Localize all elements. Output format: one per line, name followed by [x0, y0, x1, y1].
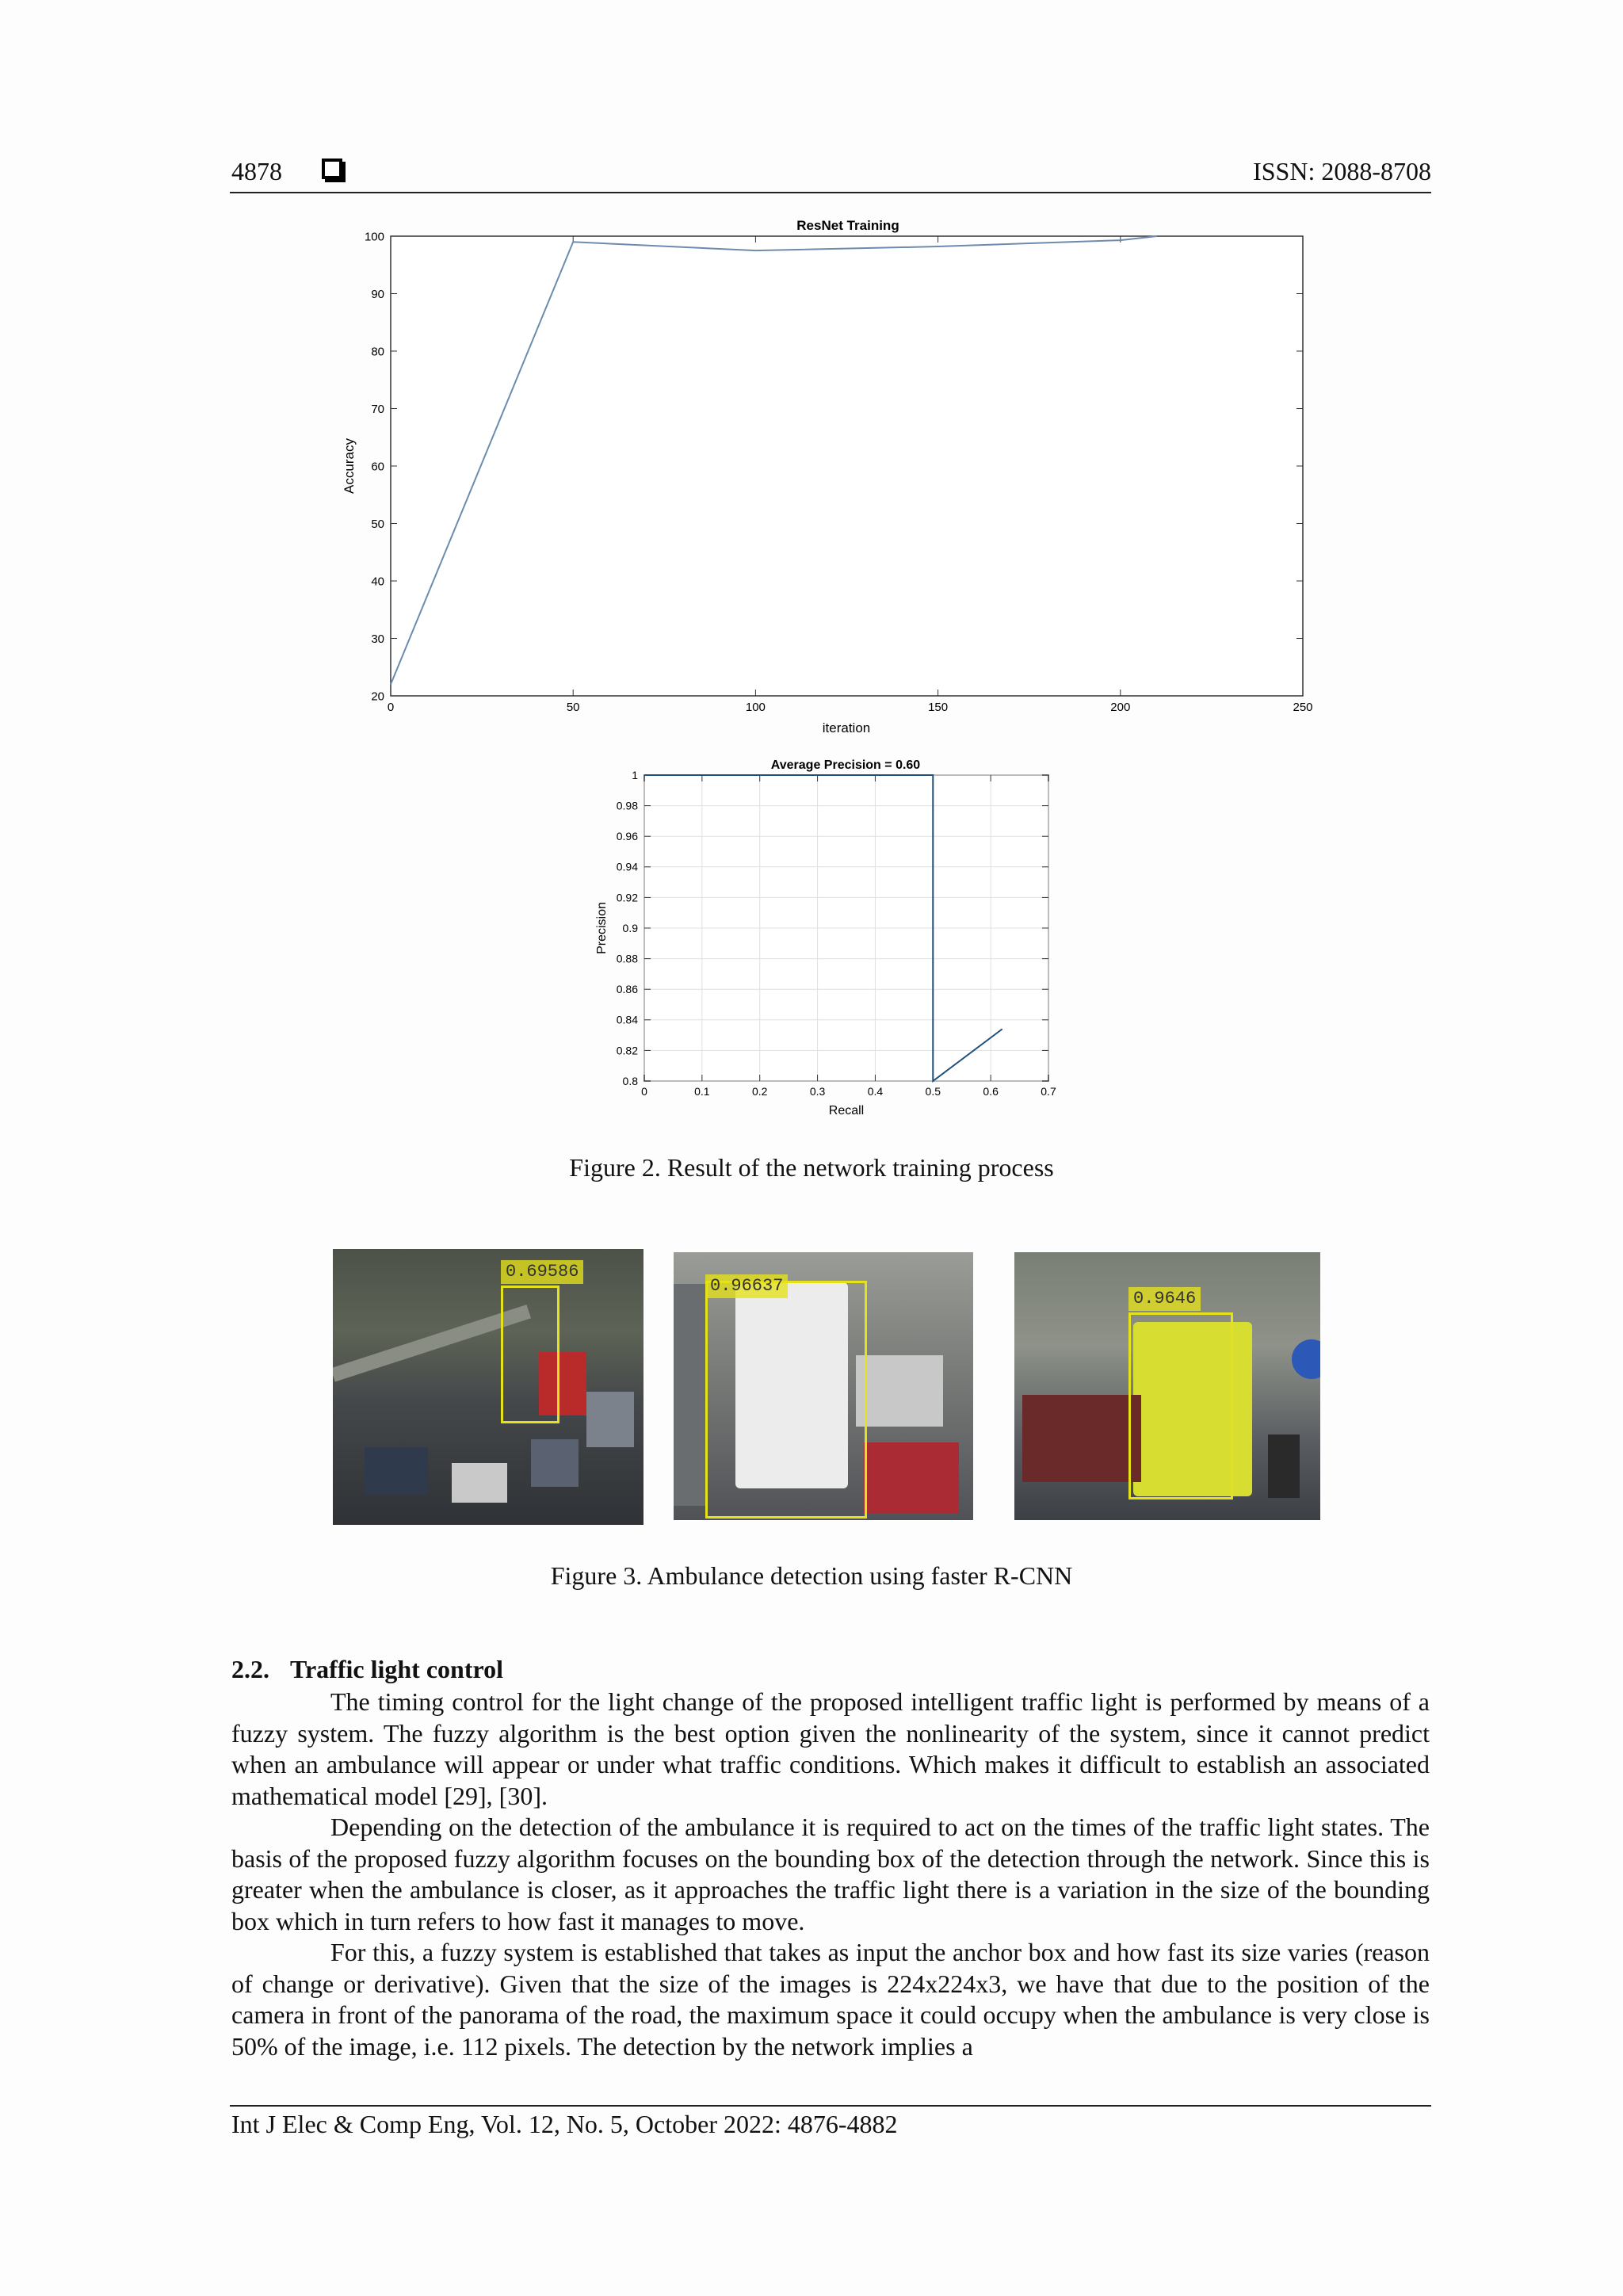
- y-tick-label: 0.86: [616, 983, 638, 996]
- chart-title: ResNet Training: [796, 218, 899, 233]
- x-tick-label: 0.6: [983, 1085, 999, 1098]
- plot-frame: [391, 236, 1303, 696]
- x-axis-label: Recall: [828, 1104, 865, 1117]
- y-tick-label: 100: [364, 230, 384, 244]
- y-tick-label: 30: [371, 632, 384, 646]
- precision-recall-chart: [586, 750, 1078, 1122]
- x-tick-label: 0.4: [867, 1085, 884, 1098]
- vehicle: [531, 1439, 579, 1487]
- y-tick-label: 0.8: [622, 1074, 638, 1087]
- x-tick-label: 200: [1110, 701, 1131, 714]
- y-tick-label: 0.88: [616, 952, 638, 965]
- x-tick-label: 150: [928, 701, 949, 714]
- x-tick-label: 0: [641, 1085, 647, 1098]
- x-tick-label: 0: [387, 701, 395, 714]
- issn: ISSN: 2088-8708: [1253, 157, 1431, 185]
- detection-photo-1: [333, 1249, 643, 1525]
- chart-title: Average Precision = 0.60: [770, 758, 921, 772]
- vehicle: [1022, 1395, 1141, 1482]
- vehicle: [365, 1447, 428, 1495]
- confidence-label: 0.9646: [1128, 1287, 1201, 1311]
- section-heading: [231, 1655, 503, 1684]
- y-tick-label: 0.82: [616, 1044, 638, 1057]
- vehicle: [674, 1284, 705, 1506]
- x-tick-label: 250: [1293, 701, 1313, 714]
- y-tick-label: 70: [371, 402, 384, 416]
- detection-box: [501, 1286, 559, 1423]
- x-tick-label: 0.2: [751, 1085, 768, 1098]
- section-title: Traffic light control: [290, 1655, 503, 1683]
- y-tick-label: 0.9: [622, 921, 638, 934]
- x-tick-label: 0.5: [925, 1085, 941, 1098]
- y-tick-label: 0.98: [616, 799, 638, 812]
- header-rule: [230, 192, 1431, 193]
- page-number: 4878: [231, 157, 282, 185]
- y-tick-label: 0.96: [616, 830, 638, 843]
- vehicle: [586, 1392, 634, 1447]
- vehicle: [452, 1463, 507, 1503]
- vehicle: [1268, 1435, 1300, 1498]
- confidence-label: 0.96637: [705, 1274, 788, 1298]
- x-axis-label: iteration: [822, 720, 871, 735]
- detection-box: [705, 1281, 867, 1519]
- detection-photo-2: [674, 1252, 973, 1520]
- checkbox-icon: [322, 159, 342, 179]
- y-tick-label: 0.94: [616, 860, 638, 873]
- figure-2-caption: Figure 2. Result of the network training process: [569, 1153, 1054, 1182]
- x-tick-label: 50: [566, 701, 580, 714]
- road-sign: [1292, 1339, 1320, 1379]
- y-tick-label: 0.84: [616, 1013, 638, 1026]
- y-axis-label: Precision: [595, 902, 609, 954]
- y-tick-label: 80: [371, 345, 384, 359]
- confidence-label: 0.69586: [501, 1260, 583, 1284]
- x-tick-label: 0.1: [694, 1085, 710, 1098]
- y-tick-label: 0.92: [616, 891, 638, 904]
- y-axis-label: Accuracy: [342, 438, 357, 494]
- x-tick-label: 0.3: [809, 1085, 826, 1098]
- footer-rule: [230, 2105, 1431, 2107]
- footer-citation: Int J Elec & Comp Eng, Vol. 12, No. 5, October 2022: 4876-4882: [231, 2110, 898, 2138]
- x-tick-label: 100: [745, 701, 766, 714]
- paragraph: For this, a fuzzy system is established that takes as input the anchor box and how fast its size varies (reason of change or derivative). Given that the size of the images is 224x224x3, we have that due to the position of the camera in front of the panorama of the road, the maximum space it could occupy when the ambulance is very close is 50% of the image, i.e. 112 pixels. The detection by the network implies a: [231, 1938, 1430, 2061]
- paragraph: The timing control for the light change of the proposed intelligent traffic light is performed by means of a fuzzy system. The fuzzy algorithm is the best option given the nonlinearity of the system, since it cannot predict when an ambulance will appear or under what traffic conditions. Which makes it difficult to establish an associated mathematical model [29], [30].: [231, 1687, 1430, 1810]
- vehicle: [864, 1442, 959, 1514]
- detection-box: [1128, 1312, 1233, 1499]
- section-number: 2.2.: [231, 1655, 269, 1683]
- vehicle: [856, 1355, 943, 1427]
- y-tick-label: 20: [371, 690, 384, 704]
- paragraph: Depending on the detection of the ambulance it is required to act on the times of the traffic light states. The basis of the proposed fuzzy algorithm focuses on the bounding box of the detection through the network. Since this is greater when the ambulance is closer, as it approaches the traffic light there is a variation in the size of the bounding box which in turn refers to how fast it manages to move.: [231, 1813, 1430, 1935]
- figure-3-caption: Figure 3. Ambulance detection using faster R-CNN: [550, 1561, 1073, 1590]
- x-tick-label: 0.7: [1041, 1085, 1056, 1098]
- y-tick-label: 60: [371, 460, 384, 474]
- y-tick-label: 50: [371, 517, 384, 531]
- resnet-training-chart: [317, 206, 1347, 745]
- y-tick-label: 90: [371, 287, 384, 301]
- y-tick-label: 1: [632, 768, 638, 781]
- detection-photo-3: [1014, 1252, 1320, 1520]
- y-tick-label: 40: [371, 575, 384, 589]
